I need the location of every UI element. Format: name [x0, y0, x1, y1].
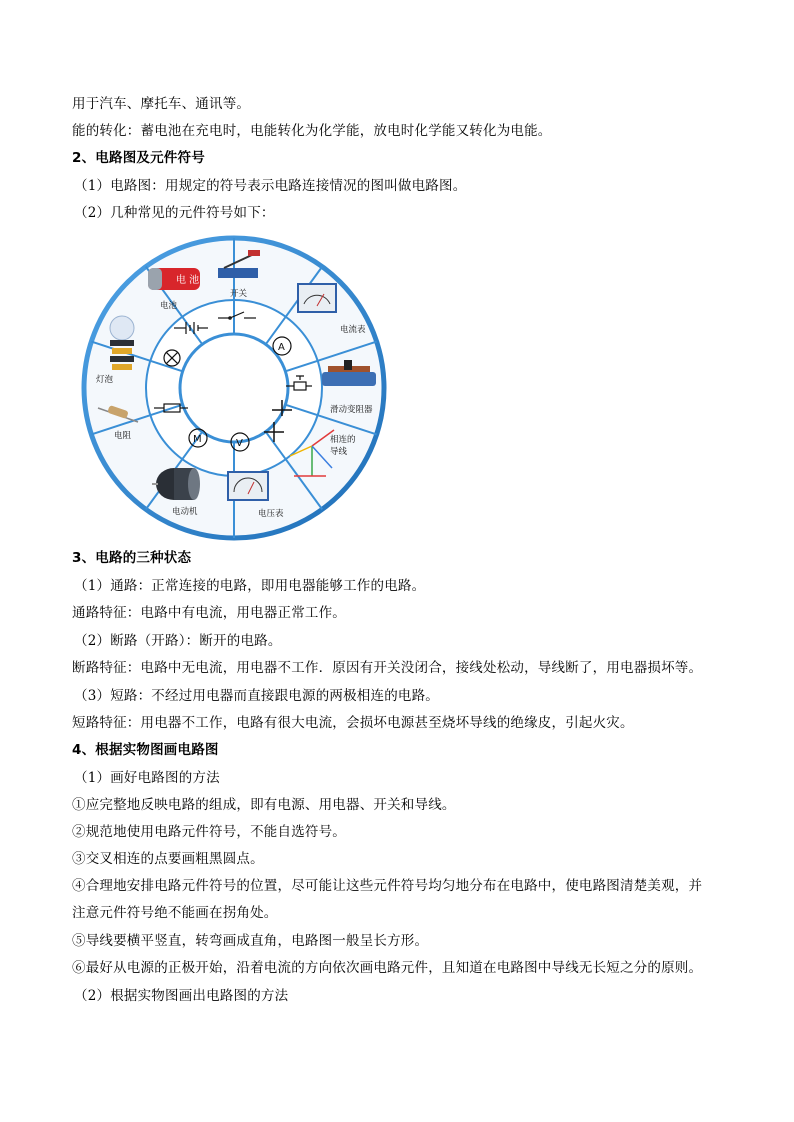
lamp-photo — [110, 316, 134, 370]
motor-label: 电动机 — [172, 507, 198, 517]
section-heading: 4、根据实物图画电路图 — [72, 742, 219, 758]
ammeter-label: 电流表 — [340, 325, 366, 335]
section-heading: 3、电路的三种状态 — [72, 550, 192, 566]
paragraph: 用于汽车、摩托车、通讯等。 — [72, 96, 251, 112]
paragraph: 能的转化：蓄电池在充电时，电能转化为化学能，放电时化学能又转化为电能。 — [72, 123, 552, 139]
wires-label-2: 导线 — [330, 447, 348, 457]
paragraph: （1）电路图：用规定的符号表示电路连接情况的图叫做电路图。 — [74, 178, 467, 194]
paragraph: （1）通路：正常连接的电路，即用电器能够工作的电路。 — [74, 578, 426, 594]
circuit-symbols-figure — [78, 232, 390, 544]
paragraph: （1）画好电路图的方法 — [74, 770, 220, 786]
inner-ring — [180, 334, 288, 442]
paragraph: ⑥最好从电源的正极开始，沿着电流的方向依次画电路元件，且知道在电路图中导线无长短之分的原则。 — [72, 960, 703, 976]
paragraph: 注意元件符号绝不能画在拐角处。 — [72, 905, 278, 921]
paragraph: 短路特征：用电器不工作，电路有很大电流，会损坏电源甚至烧坏导线的绝缘皮，引起火灾。 — [72, 715, 634, 731]
paragraph: ③交叉相连的点要画粗黑圆点。 — [72, 851, 264, 867]
paragraph: 断路特征：电路中无电流，用电器不工作．原因有开关没闭合，接线处松动，导线断了，用电器损坏等。 — [72, 660, 703, 676]
paragraph: （3）短路：不经过用电器而直接跟电源的两极相连的电路。 — [74, 688, 439, 704]
rheostat-label: 滑动变阻器 — [330, 405, 373, 415]
paragraph: ②规范地使用电路元件符号，不能自选符号。 — [72, 824, 346, 840]
battery-label: 电池 — [160, 301, 178, 311]
paragraph: 通路特征：电路中有电流，用电器正常工作。 — [72, 605, 346, 621]
paragraph: ⑤导线要横平竖直，转弯画成直角，电路图一般呈长方形。 — [72, 933, 429, 949]
switch-label: 开关 — [230, 289, 248, 299]
svg-text:电 池: 电 池 — [176, 275, 200, 286]
battery-photo — [148, 268, 200, 290]
svg-text:M: M — [193, 434, 202, 445]
paragraph: ④合理地安排电路元件符号的位置，尽可能让这些元件符号均匀地分布在电路中，使电路图清楚美观，并 — [72, 878, 703, 894]
resistor-label: 电阻 — [114, 431, 132, 441]
voltmeter-photo — [228, 472, 268, 500]
paragraph: （2）根据实物图画出电路图的方法 — [74, 988, 289, 1004]
wires-label: 相连的 — [330, 435, 356, 445]
section-heading: 2、电路图及元件符号 — [72, 150, 205, 166]
svg-text:A: A — [278, 342, 285, 353]
ammeter-photo — [298, 284, 336, 312]
voltmeter-label: 电压表 — [258, 509, 284, 519]
svg-text:V: V — [236, 438, 243, 449]
paragraph: （2）断路（开路）：断开的电路。 — [74, 633, 282, 649]
paragraph: （2）几种常见的元件符号如下： — [74, 205, 275, 221]
paragraph: ①应完整地反映电路的组成，即有电源、用电器、开关和导线。 — [72, 797, 456, 813]
lamp-label: 灯泡 — [96, 375, 114, 385]
